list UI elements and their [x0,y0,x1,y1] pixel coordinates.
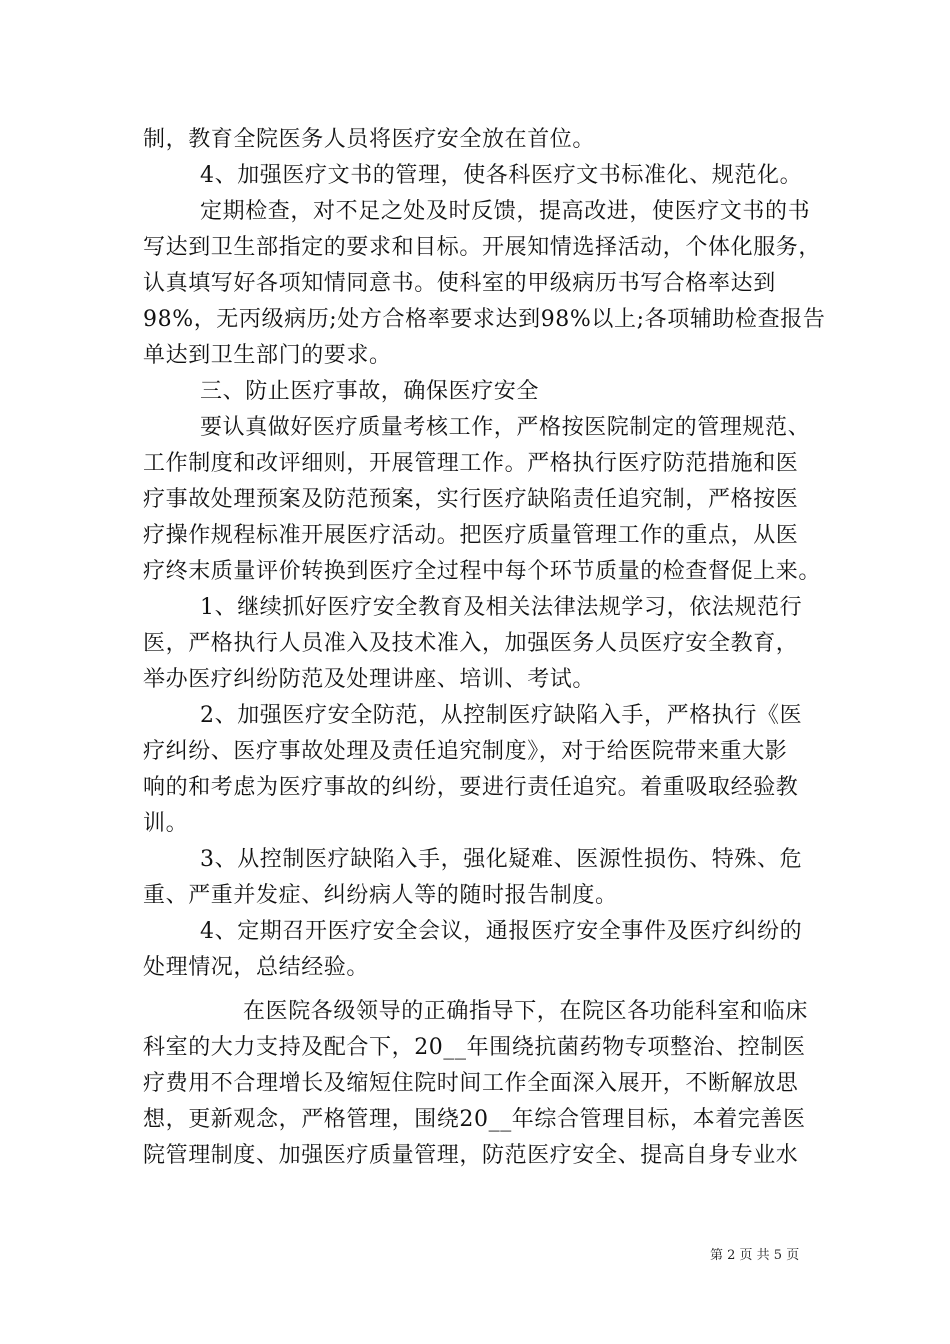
text-line: 想，更新观念，严格管理，围绕20__年综合管理目标，本着完善医 [143,1107,806,1132]
text-line: 疗费用不合理增长及缩短住院时间工作全面深入展开，不断解放思 [143,1071,799,1096]
text-line: 4、定期召开医疗安全会议，通报医疗安全事件及医疗纠纷的 [200,919,803,944]
text-line: 在医院各级领导的正确指导下，在院区各功能科室和临床 [243,999,809,1024]
text-line: 处理情况，总结经验。 [143,955,370,980]
text-line: 训。 [143,811,189,836]
text-line: 科室的大力支持及配合下，20__年围绕抗菌药物专项整治、控制医 [143,1035,806,1060]
text-line: 2、加强医疗安全防范，从控制医疗缺陷入手，严格执行《医 [200,703,803,728]
text-line: 响的和考虑为医疗事故的纠纷，要进行责任追究。着重吸取经验教 [143,775,799,800]
text-line: 疗终末质量评价转换到医疗全过程中每个环节质量的检查督促上来。 [143,559,822,584]
text-line: 疗操作规程标准开展医疗活动。把医疗质量管理工作的重点，从医 [143,523,799,548]
text-line: 98%，无丙级病历;处方合格率要求达到98%以上;各项辅助检查报告 [143,307,826,332]
text-line: 重、严重并发症、纠纷病人等的随时报告制度。 [143,883,618,908]
page-number: 第 2 页 共 5 页 [710,1248,800,1263]
section-heading: 三、防止医疗事故，确保医疗安全 [200,379,540,404]
text-line: 1、继续抓好医疗安全教育及相关法律法规学习，依法规范行 [200,595,803,620]
text-line: 4、加强医疗文书的管理，使各科医疗文书标准化、规范化。 [200,163,803,188]
text-line: 举办医疗纠纷防范及处理讲座、培训、考试。 [143,667,596,692]
text-line: 疗纠纷、医疗事故处理及责任追究制度》，对于给医院带来重大影 [143,739,788,764]
text-line: 疗事故处理预案及防范预案，实行医疗缺陷责任追究制，严格按医 [143,487,799,512]
text-line: 单达到卫生部门的要求。 [143,343,392,368]
text-line: 认真填写好各项知情同意书。使科室的甲级病历书写合格率达到 [143,271,776,296]
text-line: 定期检查，对不足之处及时反馈，提高改进，使医疗文书的书 [200,199,811,224]
text-line: 要认真做好医疗质量考核工作，严格按医院制定的管理规范、 [200,415,811,440]
text-line: 医，严格执行人员准入及技术准入，加强医务人员医疗安全教育， [143,631,799,656]
text-line: 制，教育全院医务人员将医疗安全放在首位。 [143,127,596,152]
text-line: 工作制度和改评细则，开展管理工作。严格执行医疗防范措施和医 [143,451,799,476]
text-line: 院管理制度、加强医疗质量管理，防范医疗安全、提高自身专业水 [143,1143,799,1168]
text-line: 3、从控制医疗缺陷入手，强化疑难、医源性损伤、特殊、危 [200,847,803,872]
text-line: 写达到卫生部指定的要求和目标。开展知情选择活动，个体化服务， [143,235,822,260]
